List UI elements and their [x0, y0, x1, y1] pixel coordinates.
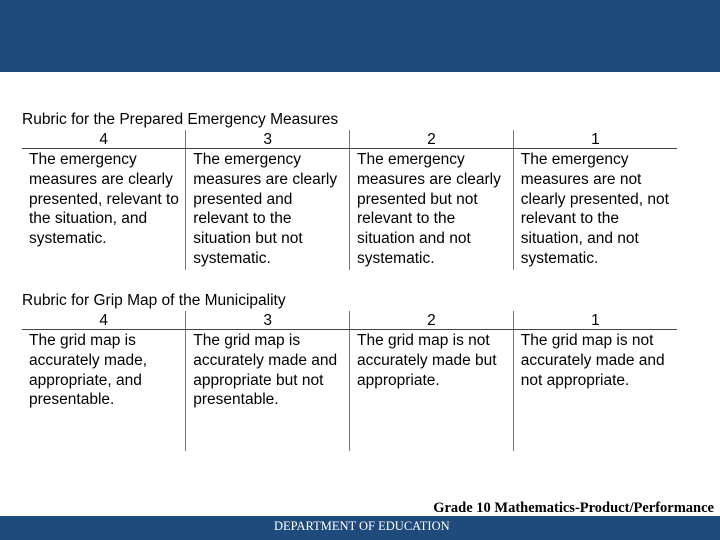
- criterion-cell-3: The grid map is accurately made and appropriate but not presentable.: [186, 330, 350, 451]
- rubric-emergency-header-row: [22, 130, 677, 149]
- footer-title: Grade 10 Mathematics-Product/Performance: [433, 500, 714, 516]
- score-header-4: 4: [22, 311, 186, 330]
- rubric-emergency-title: Rubric for the Prepared Emergency Measures: [22, 111, 339, 128]
- rubric-grid-map-title: Rubric for Grip Map of the Municipality: [22, 292, 286, 309]
- criterion-cell-3: The emergency measures are clearly presented and relevant to the situation but not systematic.: [186, 149, 350, 270]
- criterion-cell-1: The grid map is not accurately made and not appropriate.: [513, 330, 677, 451]
- score-header-2: 2: [350, 130, 514, 149]
- rubric-emergency-table: [22, 130, 677, 270]
- department-label: DEPARTMENT OF EDUCATION: [274, 519, 450, 533]
- criterion-cell-2: The emergency measures are clearly presented but not relevant to the situation and not systematic.: [350, 149, 514, 270]
- criterion-cell-4: The emergency measures are clearly presented, relevant to the situation, and systematic.: [29, 151, 179, 248]
- rubric-grid-map-header-row: [22, 311, 677, 330]
- rubric-grid-map-criteria-row: [22, 330, 677, 451]
- score-header-3: 3: [186, 130, 350, 149]
- rubric-grid-map-table: [22, 311, 677, 451]
- criterion-cell-4: The grid map is accurately made, appropriate, and presentable.: [29, 332, 148, 409]
- score-header-2: 2: [350, 311, 514, 330]
- score-header-3: 3: [186, 311, 350, 330]
- score-header-1: 1: [513, 130, 677, 149]
- score-header-4: 4: [22, 130, 186, 149]
- score-header-1: 1: [513, 311, 677, 330]
- criterion-cell-2: The grid map is not accurately made but appropriate.: [350, 330, 514, 451]
- rubric-emergency-criteria-row: [22, 149, 677, 270]
- top-banner: [0, 0, 720, 72]
- criterion-cell-1: The emergency measures are not clearly presented, not relevant to the situation, and not systematic.: [513, 149, 677, 270]
